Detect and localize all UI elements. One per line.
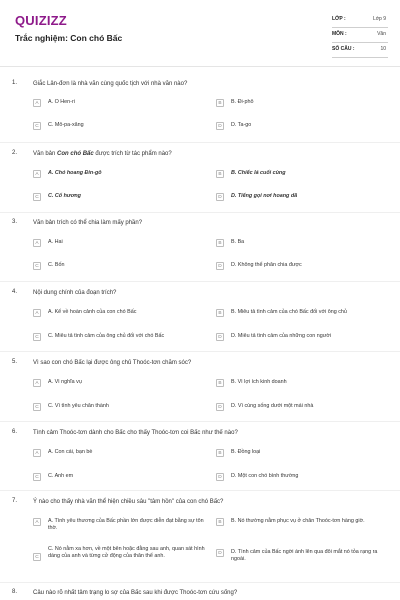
- option-b[interactable]: [216, 309, 391, 317]
- option-letter: D: [218, 405, 222, 410]
- option-a[interactable]: [33, 449, 203, 457]
- meta-label: LỚP :: [332, 16, 346, 22]
- question-number: 8.: [12, 589, 18, 595]
- option-letter: C: [35, 555, 39, 560]
- option-d[interactable]: [216, 473, 386, 481]
- option-c[interactable]: [33, 546, 208, 570]
- question-divider: [0, 421, 400, 422]
- question-text: [33, 150, 373, 158]
- option-a[interactable]: [33, 170, 203, 178]
- header-divider: [0, 66, 400, 67]
- option-d[interactable]: [216, 193, 386, 201]
- question-number: 6.: [12, 429, 18, 435]
- option-letter: C: [35, 475, 39, 480]
- option-a[interactable]: [33, 379, 203, 387]
- question-divider: [0, 212, 400, 213]
- question-number: 7.: [12, 498, 18, 504]
- page-title: Trắc nghiệm: Con chó Bấc: [15, 33, 123, 43]
- option-c[interactable]: [33, 333, 208, 341]
- option-letter: C: [35, 335, 39, 340]
- option-text: C. Bốn: [48, 262, 65, 268]
- option-b[interactable]: [216, 170, 386, 178]
- option-c[interactable]: [33, 473, 203, 481]
- meta-row-subject: [332, 28, 388, 43]
- option-text: A. Hai: [48, 239, 63, 245]
- option-text: C. Cố hương: [48, 193, 81, 199]
- option-letter: B: [218, 172, 222, 177]
- question-text: Văn bản trích có thể chia làm mấy phần?: [33, 220, 143, 226]
- option-text: C. Vì tình yêu chân thành: [48, 403, 109, 409]
- option-text: D. Tình cảm của Bấc ngời ánh lên qua đôi mắt nó tỏa rạng ra ngoài.: [231, 549, 378, 562]
- option-b[interactable]: [216, 518, 391, 534]
- option-letter: B: [218, 381, 222, 386]
- option-letter: D: [218, 475, 222, 480]
- option-text: A. Tình yêu thương của Bấc phần lớn được diễn đạt bằng sự tôn thờ.: [48, 518, 204, 531]
- meta-row-count: [332, 43, 388, 58]
- option-text: C. Nó nằm xa hơn, về một bên hoặc đằng sau anh, quan sát hình dáng của anh và từng cử động của thân thể anh.: [48, 546, 205, 559]
- option-letter: A: [35, 101, 39, 106]
- option-d[interactable]: [216, 122, 386, 130]
- question-text: Tình cảm Thoóc-tơn dành cho Bấc cho thấy Thoóc-tơn coi Bấc như thế nào?: [33, 430, 238, 436]
- option-text: D. Một con chó bình thường: [231, 473, 299, 479]
- option-letter: A: [35, 520, 39, 525]
- question-divider: [0, 142, 400, 143]
- option-d[interactable]: [216, 262, 386, 270]
- question-text: Câu nào rõ nhất tâm trạng lo sợ của Bấc sau khi được Thoóc-tơn cứu sống?: [33, 590, 238, 596]
- option-letter: B: [218, 241, 222, 246]
- option-letter: A: [35, 241, 39, 246]
- option-letter: A: [35, 311, 39, 316]
- option-letter: B: [218, 451, 222, 456]
- question-text: Nội dung chính của đoạn trích?: [33, 290, 117, 296]
- option-text: C. Anh em: [48, 473, 74, 479]
- option-c[interactable]: [33, 403, 203, 411]
- option-text: D. Vì cùng sống dưới một mái nhà: [231, 403, 314, 409]
- option-letter: D: [218, 124, 222, 129]
- option-text: A. Con cái, bạn bè: [48, 449, 93, 455]
- option-letter: D: [218, 335, 222, 340]
- option-letter: B: [218, 520, 222, 525]
- option-letter: A: [35, 381, 39, 386]
- option-text: D. Không thể phân chia được: [231, 262, 302, 268]
- option-b[interactable]: [216, 99, 386, 107]
- option-d[interactable]: [216, 549, 391, 565]
- question-number: 3.: [12, 219, 18, 225]
- question-number: 4.: [12, 289, 18, 295]
- option-text: A. O Hen-ri: [48, 99, 75, 105]
- option-text: D. Tiếng gọi nơi hoang dã: [231, 193, 298, 199]
- option-text: B. Chiếc lá cuối cùng: [231, 170, 286, 176]
- question-number: 5.: [12, 359, 18, 365]
- option-text: B. Vì lợi ích kinh doanh: [231, 379, 287, 385]
- option-letter: A: [35, 451, 39, 456]
- option-c[interactable]: [33, 262, 203, 270]
- question-text: Giắc Lân-đơn là nhà văn cùng quốc tịch với nhà văn nào?: [33, 81, 188, 87]
- option-b[interactable]: [216, 239, 386, 247]
- question-text-pre: Văn bản: [33, 151, 58, 157]
- option-text: A. Chó hoang Đin-gô: [48, 170, 102, 176]
- option-b[interactable]: [216, 449, 386, 457]
- question-divider: [0, 351, 400, 352]
- option-letter: A: [35, 172, 39, 177]
- option-text: B. Miêu tả tình cảm của chó Bấc đối với ông chủ: [231, 309, 347, 315]
- quizizz-logo: QUIZIZZ: [15, 13, 67, 28]
- option-b[interactable]: [216, 379, 386, 387]
- option-text: A. Kể về hoàn cảnh của con chó Bấc: [48, 309, 137, 315]
- option-text: C. Miêu tả tình cảm của ông chủ đối với chó Bấc: [48, 333, 165, 339]
- option-letter: C: [35, 405, 39, 410]
- option-letter: C: [35, 264, 39, 269]
- option-a[interactable]: [33, 309, 208, 317]
- option-d[interactable]: [216, 403, 386, 411]
- question-text-post: được trích từ tác phẩm nào?: [93, 151, 172, 157]
- option-a[interactable]: [33, 99, 203, 107]
- question-divider: [0, 281, 400, 282]
- option-text: D. Miêu tả tình cảm của những con người: [231, 333, 332, 339]
- option-c[interactable]: [33, 193, 203, 201]
- option-letter: D: [218, 551, 222, 556]
- meta-panel: [332, 13, 388, 58]
- meta-value: Lớp 9: [372, 16, 386, 22]
- meta-row-class: [332, 13, 388, 28]
- meta-value: Văn: [377, 31, 386, 37]
- option-letter: C: [35, 124, 39, 129]
- option-text: B. Đi-phô: [231, 99, 254, 105]
- option-letter: C: [35, 195, 39, 200]
- question-text-emphasis: Con chó Bấc: [57, 151, 94, 157]
- option-a[interactable]: [33, 518, 208, 534]
- option-text: B. Ba: [231, 239, 245, 245]
- question-number: 2.: [12, 150, 18, 156]
- question-text: Vì sao con chó Bấc lại được ông chủ Thoóc-tơn chăm sóc?: [33, 360, 192, 366]
- option-letter: B: [218, 101, 222, 106]
- option-text: B. Đồng loại: [231, 449, 261, 455]
- option-letter: D: [218, 195, 222, 200]
- meta-label: MÔN :: [332, 31, 347, 37]
- meta-value: 10: [380, 46, 386, 52]
- question-text: Ý nào cho thấy nhà văn thể hiện chiều sâu "tâm hồn" của con chó Bấc?: [33, 499, 224, 505]
- question-divider: [0, 490, 400, 491]
- option-text: A. Vì nghĩa vụ: [48, 379, 82, 385]
- option-a[interactable]: [33, 239, 203, 247]
- option-d[interactable]: [216, 333, 391, 341]
- option-text: C. Mô-pa-xăng: [48, 122, 84, 128]
- header: [0, 0, 400, 62]
- question-number: 1.: [12, 80, 18, 86]
- meta-label: SỐ CÂU :: [332, 46, 355, 52]
- option-letter: B: [218, 311, 222, 316]
- option-text: D. Ta-go: [231, 122, 252, 128]
- option-text: B. Nó thường nằm phục vụ ở chân Thoóc-tơn hàng giờ.: [231, 518, 365, 524]
- option-c[interactable]: [33, 122, 203, 130]
- option-letter: D: [218, 264, 222, 269]
- question-divider: [0, 582, 400, 583]
